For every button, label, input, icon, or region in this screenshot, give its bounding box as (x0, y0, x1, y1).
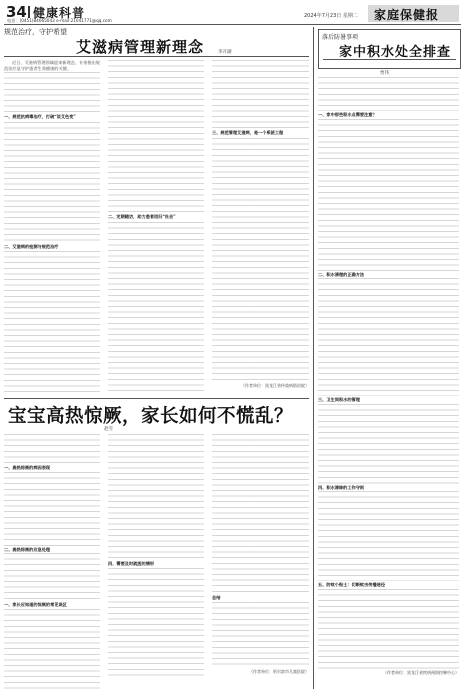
article-source: （作者单位：黑龙江省传染病防治院） (241, 382, 309, 388)
text-block (318, 119, 459, 271)
section-divider-bar (28, 6, 30, 18)
page-number: 34 (6, 3, 27, 21)
section-heading: 二、积水清理的正确方法 (318, 271, 365, 277)
section-heading: 二、定期随访，助力患者回归“社会” (108, 214, 176, 219)
text-block (318, 491, 459, 581)
text-block (4, 434, 100, 464)
section-heading: 总结 (212, 595, 221, 600)
right-article (318, 27, 461, 689)
bottom-article (4, 402, 309, 689)
section-heading: 三、卫生间积水的管理 (318, 397, 360, 403)
title-underline (4, 56, 309, 57)
section-heading: 一、家长应知道的惊厥的常见误区 (4, 602, 67, 608)
text-block (108, 434, 204, 560)
column-separator (313, 27, 314, 689)
text-block (4, 472, 100, 546)
article-column-3 (212, 60, 309, 393)
masthead (4, 3, 461, 23)
text-block (318, 404, 459, 484)
section-heading: 五、防蚊小贴士：切断蚊虫传播途径 (318, 582, 386, 588)
header-rule (4, 24, 461, 25)
section-name: 健康科普 (33, 6, 86, 20)
article-intro: 近日，艾滋病管理领域迎来新理念，专家指出规范治疗是守护患者生命健康的关键。 (4, 60, 100, 71)
text-block (108, 222, 204, 392)
section-heading: 一、高热惊厥的病因表现 (4, 465, 51, 470)
text-block (4, 72, 100, 112)
text-block (4, 553, 100, 601)
section-heading: 一、家中那些积水点需要注意？ (318, 112, 377, 117)
article-author: 李开湖 (218, 50, 232, 55)
article-column-2 (108, 60, 204, 393)
section-heading: 四、积水清除的工作守则 (318, 484, 365, 490)
right-article-body (318, 77, 459, 685)
text-block (318, 77, 459, 111)
article-column-3 (212, 434, 309, 689)
article-column-2 (108, 434, 204, 689)
article-author: 贾伟 (380, 71, 389, 76)
section-heading: 三、规范管理艾滋病，是一个系统工程 (212, 130, 284, 135)
section-heading: 四、需要及时就医的情形 (108, 561, 155, 566)
article-kicker: 落后防暑事项 (322, 34, 359, 41)
article-title: 家中积水处全排查 (339, 45, 452, 60)
text-block (4, 609, 100, 689)
text-block (212, 434, 309, 594)
text-block (212, 60, 309, 128)
section-heading: 一、规范抗病毒治疗，打破“谈艾色变” (4, 114, 76, 120)
text-block (318, 278, 459, 396)
text-block (108, 60, 204, 212)
text-block (4, 122, 100, 242)
text-block (318, 589, 459, 669)
section-heading: 二、艾滋病的检测与规范治疗 (4, 243, 59, 249)
text-block (212, 138, 309, 382)
article-kicker: 规范治疗，守护希望 (4, 28, 67, 36)
section-rule (4, 398, 309, 399)
right-title-box (318, 29, 461, 69)
issue-date: 2024年7月23日 星期二 (304, 13, 358, 19)
section-heading: 二、高热惊厥的应急处理 (4, 546, 51, 552)
contact-info: 电话：(0451)84665043 e-mail:21041771@qq.com (7, 18, 112, 23)
column-name: 家庭保健报 (374, 8, 440, 22)
left-article (4, 27, 309, 395)
article-column-1 (4, 434, 100, 689)
article-source: （作者单位：哈尔滨市儿童医院） (249, 668, 309, 674)
article-source: （作者单位：黑龙江省疾病预防控制中心） (383, 669, 459, 675)
text-block (212, 602, 309, 668)
title-underline (323, 59, 456, 60)
article-column-1 (4, 60, 100, 393)
article-title: 艾滋病管理新理念 (76, 38, 205, 56)
article-author: 赵雪 (104, 427, 113, 432)
text-block (108, 568, 204, 680)
text-block (4, 251, 100, 393)
column-name-banner (368, 5, 459, 22)
article-title: 宝宝高热惊厥，家长如何不慌乱？ (8, 406, 294, 427)
